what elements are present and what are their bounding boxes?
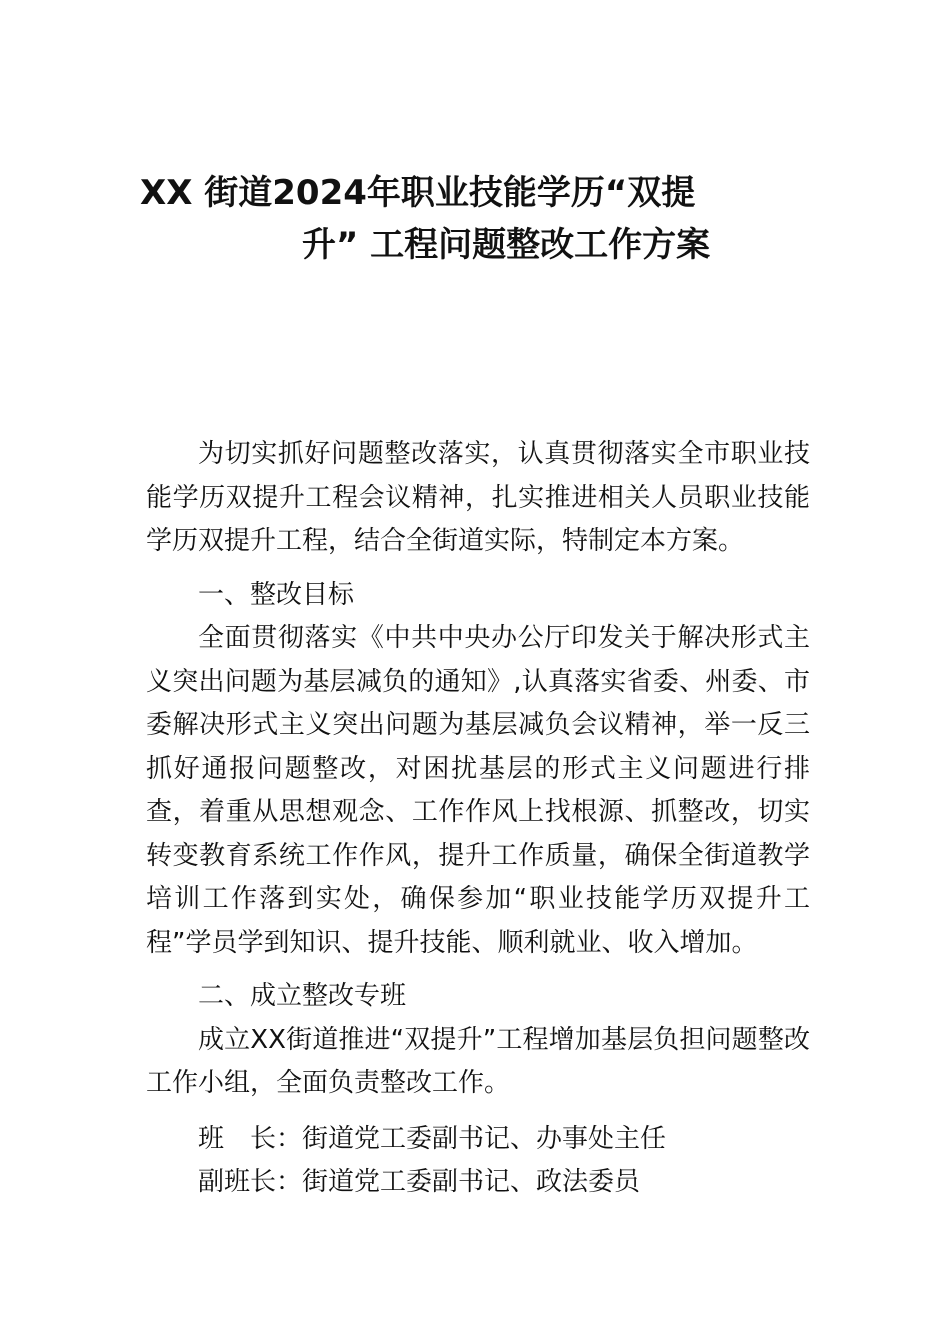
section-2-paragraph: 成立XX街道推进“双提升”工程增加基层负担问题整改工作小组，全面负责整改工作。: [146, 1024, 810, 1098]
deputy-role-value: 街道党工委副书记、政法委员: [302, 1167, 641, 1197]
document-title: [140, 170, 820, 268]
section-2-heading: 二、成立整改专班: [198, 981, 407, 1011]
leader-role-label: 班 长：: [198, 1123, 303, 1154]
deputy-leader-line: [146, 1161, 810, 1205]
section-1-heading: 一、整改目标: [198, 579, 355, 610]
leader-role-value: 街道党工委副书记、办事处主任: [302, 1123, 667, 1154]
deputy-role-label: 副班长：: [198, 1167, 303, 1197]
intro-paragraph: 为切实抓好问题整改落实，认真贯彻落实全市职业技能学历双提升工程会议精神，扎实推进相关人员职业技能学历双提升工程，结合全街道实际，特制定本方案。: [146, 439, 810, 556]
title-line-1: XX 街道2024年职业技能学历“双提: [140, 173, 696, 213]
title-line-2: 升” 工程问题整改工作方案: [302, 225, 711, 265]
section-1-paragraph: 全面贯彻落实《中共中央办公厅印发关于解决形式主义突出问题为基层减负的通知》,认真落实省委、州委、市委解决形式主义突出问题为基层减负会议精神，举一反三抓好通报问题整改，对困扰基层的形式主义问题进行排查，着重从思想观念、工作作风上找根源、抓整改，切实转变教育系统工作作风，提升工作质量，确保全街道教学培训工作落到实处，确保参加“职业技能学历双提升工程”学员学到知识、提升技能、顺利就业、收入增加。: [146, 623, 810, 958]
document-body: [146, 433, 810, 1205]
leader-line: [146, 1118, 810, 1162]
